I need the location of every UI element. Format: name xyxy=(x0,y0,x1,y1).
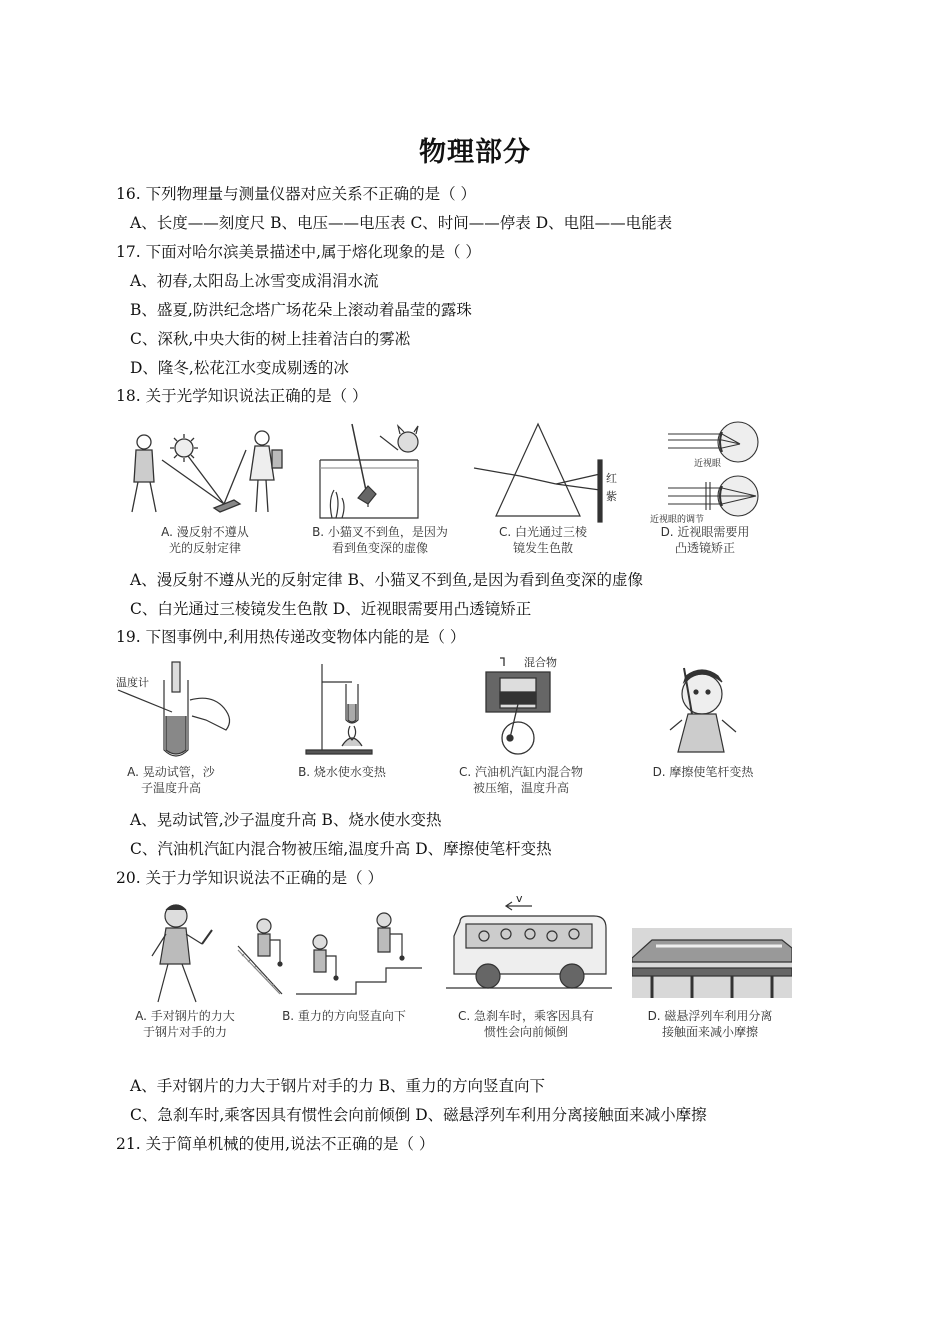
question-18-options-line2: C、白光通过三棱镜发生色散 D、近视眼需要用凸透镜矫正 xyxy=(130,600,532,618)
figure-19c-engine-cylinder xyxy=(480,652,580,762)
question-21-stem: 21. 关于简单机械的使用,说法不正确的是（ ） xyxy=(116,1135,435,1153)
figure-20a-steel-strip xyxy=(140,900,220,1006)
figure-19a-test-tube xyxy=(116,660,246,760)
figure-20c-bus-braking xyxy=(444,892,614,1002)
question-17-stem: 17. 下面对哈尔滨美景描述中,属于熔化现象的是（ ） xyxy=(116,243,481,261)
figure-18d-caption: D. 近视眼需要用 凸透镜矫正 xyxy=(660,525,750,555)
figure-18b-caption: B. 小猫叉不到鱼，是因为 看到鱼变深的虚像 xyxy=(312,525,448,555)
figure-18b-cat-fish xyxy=(318,420,438,520)
figure-20c-caption: C. 急刹车时，乘客因具有 惯性会向前倾倒 xyxy=(457,1009,594,1039)
question-17-option-a: A、初春,太阳岛上冰雪变成涓涓水流 xyxy=(130,272,379,290)
figure-20b-caption: B. 重力的方向竖直向下 xyxy=(282,1009,406,1023)
prism-violet-label: 紫 xyxy=(606,490,617,503)
figure-19d-caption: D. 摩擦使笔杆变热 xyxy=(652,765,754,779)
question-20-options-line2: C、急刹车时,乘客因具有惯性会向前倾倒 D、磁悬浮列车利用分离接触面来减小摩擦 xyxy=(130,1106,707,1124)
mixture-label: 混合物 xyxy=(524,656,557,669)
figure-18d-myopia-eye xyxy=(648,418,768,523)
question-17-option-c: C、深秋,中央大街的树上挂着洁白的雾凇 xyxy=(130,330,411,348)
question-17-option-b: B、盛夏,防洪纪念塔广场花朵上滚动着晶莹的露珠 xyxy=(130,301,472,319)
figure-20b-gravity-direction xyxy=(236,906,426,996)
figure-18a-diffuse-reflection xyxy=(122,420,292,520)
figure-20a-caption: A. 手对钢片的力大 于钢片对手的力 xyxy=(135,1009,235,1039)
figure-18c-caption: C. 白光通过三棱 镜发生色散 xyxy=(498,525,587,555)
myopia-correction-label: 近视眼的调节 xyxy=(650,515,705,523)
figure-18a-caption: A. 漫反射不遵从 光的反射定律 xyxy=(161,525,249,555)
question-17-option-d: D、隆冬,松花江水变成剔透的冰 xyxy=(130,359,349,377)
page-title: 物理部分 xyxy=(419,137,531,168)
figure-20d-maglev-train xyxy=(632,928,792,998)
figure-19d-rubbing-pen xyxy=(662,660,742,760)
question-20-stem: 20. 关于力学知识说法不正确的是（ ） xyxy=(116,869,384,887)
question-16-stem: 16. 下列物理量与测量仪器对应关系不正确的是（ ） xyxy=(116,185,477,203)
question-19-options-line1: A、晃动试管,沙子温度升高 B、烧水使水变热 xyxy=(130,811,442,829)
velocity-label: v xyxy=(516,892,523,905)
figure-19c-caption: C. 汽油机汽缸内混合物 被压缩，温度升高 xyxy=(458,765,583,795)
question-20-options-line1: A、手对钢片的力大于钢片对手的力 B、重力的方向竖直向下 xyxy=(130,1077,546,1095)
question-16-options: A、长度——刻度尺 B、电压——电压表 C、时间——停表 D、电阻——电能表 xyxy=(130,214,673,232)
question-19-stem: 19. 下图事例中,利用热传递改变物体内能的是（ ） xyxy=(116,628,466,646)
prism-red-label: 红 xyxy=(606,472,617,485)
figure-19b-heating-water xyxy=(302,660,382,760)
question-18-stem: 18. 关于光学知识说法正确的是（ ） xyxy=(116,387,368,405)
figure-19a-caption: A. 晃动试管，沙 子温度升高 xyxy=(127,765,215,795)
figure-20d-caption: D. 磁悬浮列车利用分离 接触面来减小摩擦 xyxy=(647,1009,773,1039)
thermometer-label: 温度计 xyxy=(116,676,149,689)
myopia-label: 近视眼 xyxy=(694,459,722,469)
question-19-options-line2: C、汽油机汽缸内混合物被压缩,温度升高 D、摩擦使笔杆变热 xyxy=(130,840,552,858)
figure-19b-caption: B. 烧水使水变热 xyxy=(298,765,386,779)
question-18-options-line1: A、漫反射不遵从光的反射定律 B、小猫叉不到鱼,是因为看到鱼变深的虚像 xyxy=(130,571,643,589)
figure-18c-prism xyxy=(472,420,622,525)
